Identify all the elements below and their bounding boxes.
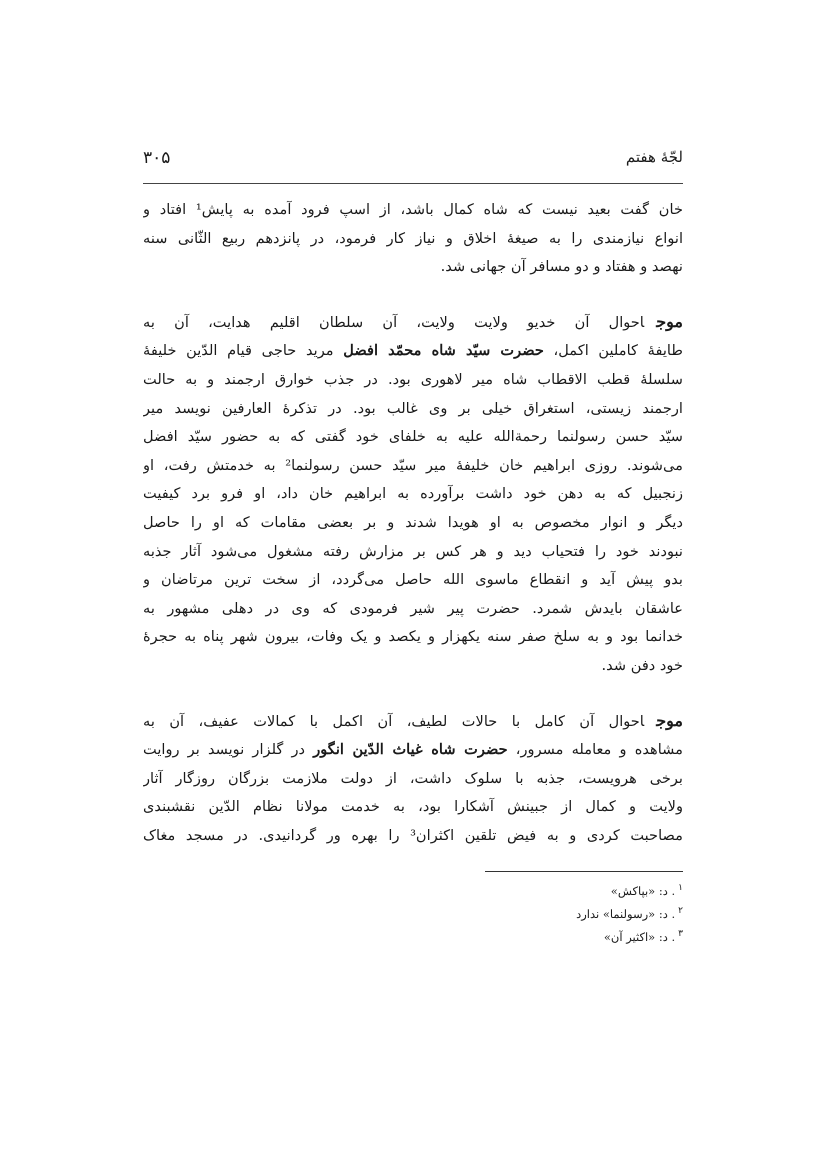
- text-line: نبودند خود را فتحیاب دید و هر کس بر مزارش رفته مشغول می‌شود آثار جذبه: [143, 542, 683, 560]
- footnote-rule: [485, 871, 683, 872]
- paragraph-3: [143, 707, 683, 851]
- saint-name: حضرت سیّد شاه محمّد افضل: [343, 342, 544, 360]
- text-line: دیگر و انوار مخصوص به او هویدا شدند و بر بعضی مقامات که او را حاصل: [143, 513, 683, 531]
- text-line: نهصد و هفتاد و دو مسافر آن جهانی شد.: [440, 258, 683, 276]
- text-line: خود دفن شد.: [601, 656, 683, 674]
- text-line: مشاهده و معامله مسرور، حضرت شاه غیاث الدّین انگور در گلزار نویسد بر روایت: [143, 741, 683, 759]
- footnote-3: $^٣$. د: «اکثیر آن»: [603, 929, 683, 944]
- text-line: مصاحبت کردی و به فیض تلقین اکثران³ را بهره ور گردانیدی. در مسجد مغاک: [143, 826, 683, 844]
- body-text: [143, 196, 683, 876]
- paragraph-2: [143, 308, 683, 681]
- text-line: برخی هرویست، جذبه با سلوک داشت، از دولت ملازمت بزرگان روزگار آثار: [143, 769, 683, 787]
- text-line: انواع نیازمندی را به صیغهٔ اخلاق و نیاز کار فرمود، در پانزدهم ربیع الثّانی سنه: [143, 229, 683, 247]
- text-line: عاشقان بایدش شمرد. حضرت پیر شیر فرمودی که وی در دهلی مشهور به: [143, 599, 683, 617]
- paragraph-1: [143, 196, 683, 282]
- text-line: خان گفت بعید نیست که شاه کمال باشد، از اسپ فرود آمده به پایش¹ افتاد و: [143, 201, 683, 218]
- text-line: موجاحوال آن کامل با حالات لطیف، آن اکمل با کمالات عفیف، آن به: [143, 710, 683, 730]
- footnote-2: $^٢$. د: «رسولنما» ندارد: [576, 906, 683, 921]
- header-rule: [143, 183, 683, 184]
- section-heading: موج: [656, 710, 683, 730]
- page-number: ۳۰۵: [143, 148, 171, 168]
- text-line: زنجبیل که به دهن خود داشت برآورده به ابراهیم خان داد، او فرو برد کیفیت: [143, 485, 683, 503]
- text-line: ارجمند زیستی، استغراق خیلی بر وی غالب بود. در تذکرهٔ العارفین نویسد میر: [143, 399, 683, 417]
- footnote-1: $^١$. د: «بپاکش»: [610, 883, 683, 898]
- text-line: طایفهٔ کاملین اکمل، حضرت سیّد شاه محمّد افضل مرید حاجی قیام الدّین خلیفهٔ: [143, 342, 683, 360]
- running-header: [143, 148, 683, 174]
- section-heading: موج: [656, 311, 683, 331]
- text-line: می‌شوند. روزی ابراهیم خان خلیفهٔ میر سیّد حسن رسولنما² به خدمتش رفت، او: [143, 456, 683, 474]
- footnotes: [143, 880, 683, 949]
- text-line: بدو پیش آید و انقطاع ماسوی الله حاصل می‌گردد، از سخت ترین مرتاضان و: [143, 571, 683, 589]
- text-line: سلسلهٔ قطب الاقطاب شاه میر لاهوری بود. در جذب خوارق ارجمند و به حالت: [143, 370, 683, 388]
- text-line: سیّد حسن رسولنما رحمةالله علیه به خلفای خود گفتی که به حضور سیّد افضل: [143, 428, 683, 446]
- text-line: ولایت و کمال از جبینش آشکارا بود، به خدمت مولانا نظام الدّین نقشبندی: [143, 798, 683, 816]
- saint-name: حضرت شاه غیاث الدّین انگور: [313, 741, 508, 759]
- text-line: موجاحوال آن خدیو ولایت ولایت، آن سلطان اقلیم هدایت، آن به: [143, 311, 683, 331]
- chapter-title: لجّهٔ هفتم: [625, 148, 683, 166]
- text-line: خدانما بود و به سلخ صفر سنه یکهزار و یکصد و یک وفات، بیرون شهر پناه به حجرهٔ: [143, 628, 683, 646]
